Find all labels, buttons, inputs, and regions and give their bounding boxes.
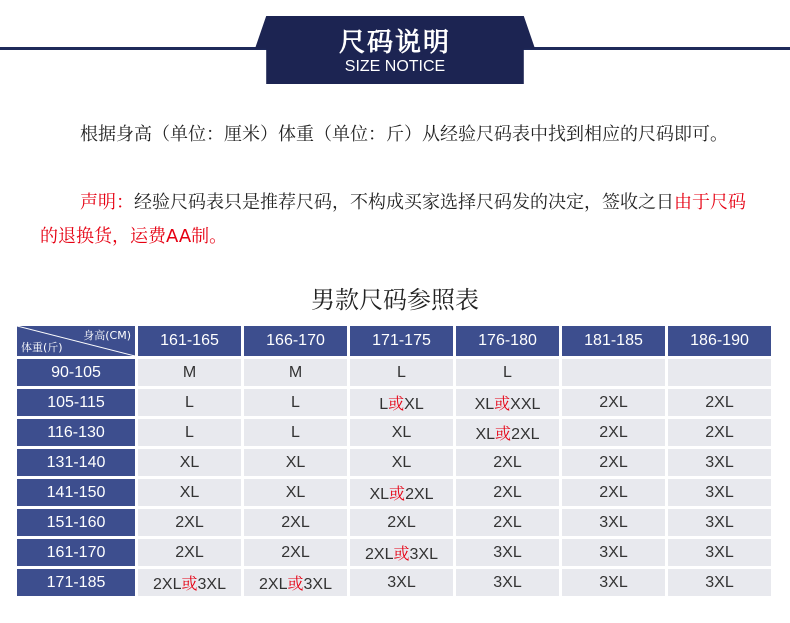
size-cell: XL	[138, 449, 241, 476]
size-cell: 2XL	[456, 449, 559, 476]
size-cell: 2XL	[668, 389, 771, 416]
size-cell: M	[138, 359, 241, 386]
or-connector: 或	[389, 484, 406, 503]
column-header: 176-180	[456, 326, 559, 356]
size-cell	[350, 479, 453, 506]
size-cell: M	[244, 359, 347, 386]
size-cell: 2XL	[244, 539, 347, 566]
corner-weight-label: 体重(斤)	[21, 341, 63, 354]
size-table-title: 男款尺码参照表	[311, 286, 479, 314]
or-connector: 或	[495, 424, 512, 443]
size-cell: 2XL	[562, 389, 665, 416]
size-cell: XL	[244, 479, 347, 506]
size-cell: XL	[244, 449, 347, 476]
table-row	[17, 509, 771, 536]
or-connector: 或	[287, 574, 304, 593]
table-row	[17, 569, 771, 596]
size-cell: XL	[350, 449, 453, 476]
size-cell: 2XL	[350, 509, 453, 536]
or-connector: 或	[494, 394, 511, 413]
size-cell: 2XL	[456, 479, 559, 506]
size-cell: 3XL	[668, 569, 771, 596]
size-table-body	[17, 359, 771, 596]
size-cell: 3XL	[456, 539, 559, 566]
size-cell: 2XL	[562, 479, 665, 506]
column-header: 161-165	[138, 326, 241, 356]
size-option: 3XL	[409, 546, 438, 563]
corner-height-label: 身高(CM)	[83, 329, 131, 342]
size-option: XL	[369, 486, 390, 503]
size-option: 2XL	[259, 576, 288, 593]
table-row	[17, 389, 771, 416]
size-cell: 3XL	[350, 569, 453, 596]
size-cell: 3XL	[668, 479, 771, 506]
size-cell: XL	[350, 419, 453, 446]
row-header: 141-150	[17, 479, 135, 506]
size-cell	[350, 539, 453, 566]
size-cell: 2XL	[668, 419, 771, 446]
intro-paragraph: 根据身高（单位：厘米）体重（单位：斤）从经验尺码表中找到相应的尺码即可。	[80, 124, 728, 145]
size-cell: 2XL	[244, 509, 347, 536]
size-cell: 3XL	[456, 569, 559, 596]
size-cell: 2XL	[138, 509, 241, 536]
row-header: 90-105	[17, 359, 135, 386]
row-header: 161-170	[17, 539, 135, 566]
row-header: 171-185	[17, 569, 135, 596]
size-cell	[456, 419, 559, 446]
size-option: 3XL	[197, 576, 226, 593]
size-option: XL	[475, 426, 496, 443]
table-row	[17, 359, 771, 386]
page-subtitle: SIZE NOTICE	[344, 58, 446, 75]
page-title: 尺码说明	[338, 28, 451, 58]
size-cell: 2XL	[138, 539, 241, 566]
row-header: 105-115	[17, 389, 135, 416]
size-table-header-row	[17, 326, 771, 356]
column-header: 186-190	[668, 326, 771, 356]
size-cell: 3XL	[668, 509, 771, 536]
column-header: 181-185	[562, 326, 665, 356]
notice-label: 声明：	[80, 192, 134, 213]
size-cell: 2XL	[456, 509, 559, 536]
row-header: 131-140	[17, 449, 135, 476]
size-cell: L	[456, 359, 559, 386]
table-corner	[17, 326, 135, 356]
size-option: 2XL	[511, 426, 540, 443]
size-option: L	[379, 396, 389, 413]
size-cell: 3XL	[562, 539, 665, 566]
size-cell	[562, 359, 665, 386]
size-option: 2XL	[153, 576, 182, 593]
column-header: 171-175	[350, 326, 453, 356]
notice-highlight: 由于尺码的退换货，运费AA制。	[40, 192, 746, 247]
or-connector: 或	[181, 574, 198, 593]
row-header: 116-130	[17, 419, 135, 446]
size-cell: 3XL	[668, 449, 771, 476]
size-option: XL	[404, 396, 424, 413]
size-cell	[138, 569, 241, 596]
or-connector: 或	[393, 544, 410, 563]
size-option: 2XL	[405, 486, 434, 503]
size-cell: 2XL	[562, 449, 665, 476]
size-option: 2XL	[365, 546, 394, 563]
notice-text: 经验尺码表只是推荐尺码，不构成买家选择尺码发的决定，签收之日	[134, 192, 674, 213]
table-row	[17, 449, 771, 476]
size-table	[14, 323, 774, 599]
size-cell: L	[244, 389, 347, 416]
or-connector: 或	[388, 394, 405, 413]
row-header: 151-160	[17, 509, 135, 536]
size-cell: 3XL	[562, 569, 665, 596]
size-cell: 3XL	[562, 509, 665, 536]
column-header: 166-170	[244, 326, 347, 356]
size-cell: L	[350, 359, 453, 386]
size-cell: L	[244, 419, 347, 446]
size-cell: L	[138, 389, 241, 416]
table-row	[17, 479, 771, 506]
size-cell	[668, 359, 771, 386]
size-cell	[350, 389, 453, 416]
size-option: XXL	[510, 396, 541, 413]
size-option: 3XL	[303, 576, 332, 593]
table-row	[17, 419, 771, 446]
size-cell: L	[138, 419, 241, 446]
notice-paragraph	[40, 186, 755, 254]
size-cell: 3XL	[668, 539, 771, 566]
size-cell	[456, 389, 559, 416]
size-option: XL	[474, 396, 495, 413]
size-cell: XL	[138, 479, 241, 506]
table-row	[17, 539, 771, 566]
size-cell: 2XL	[562, 419, 665, 446]
size-cell	[244, 569, 347, 596]
